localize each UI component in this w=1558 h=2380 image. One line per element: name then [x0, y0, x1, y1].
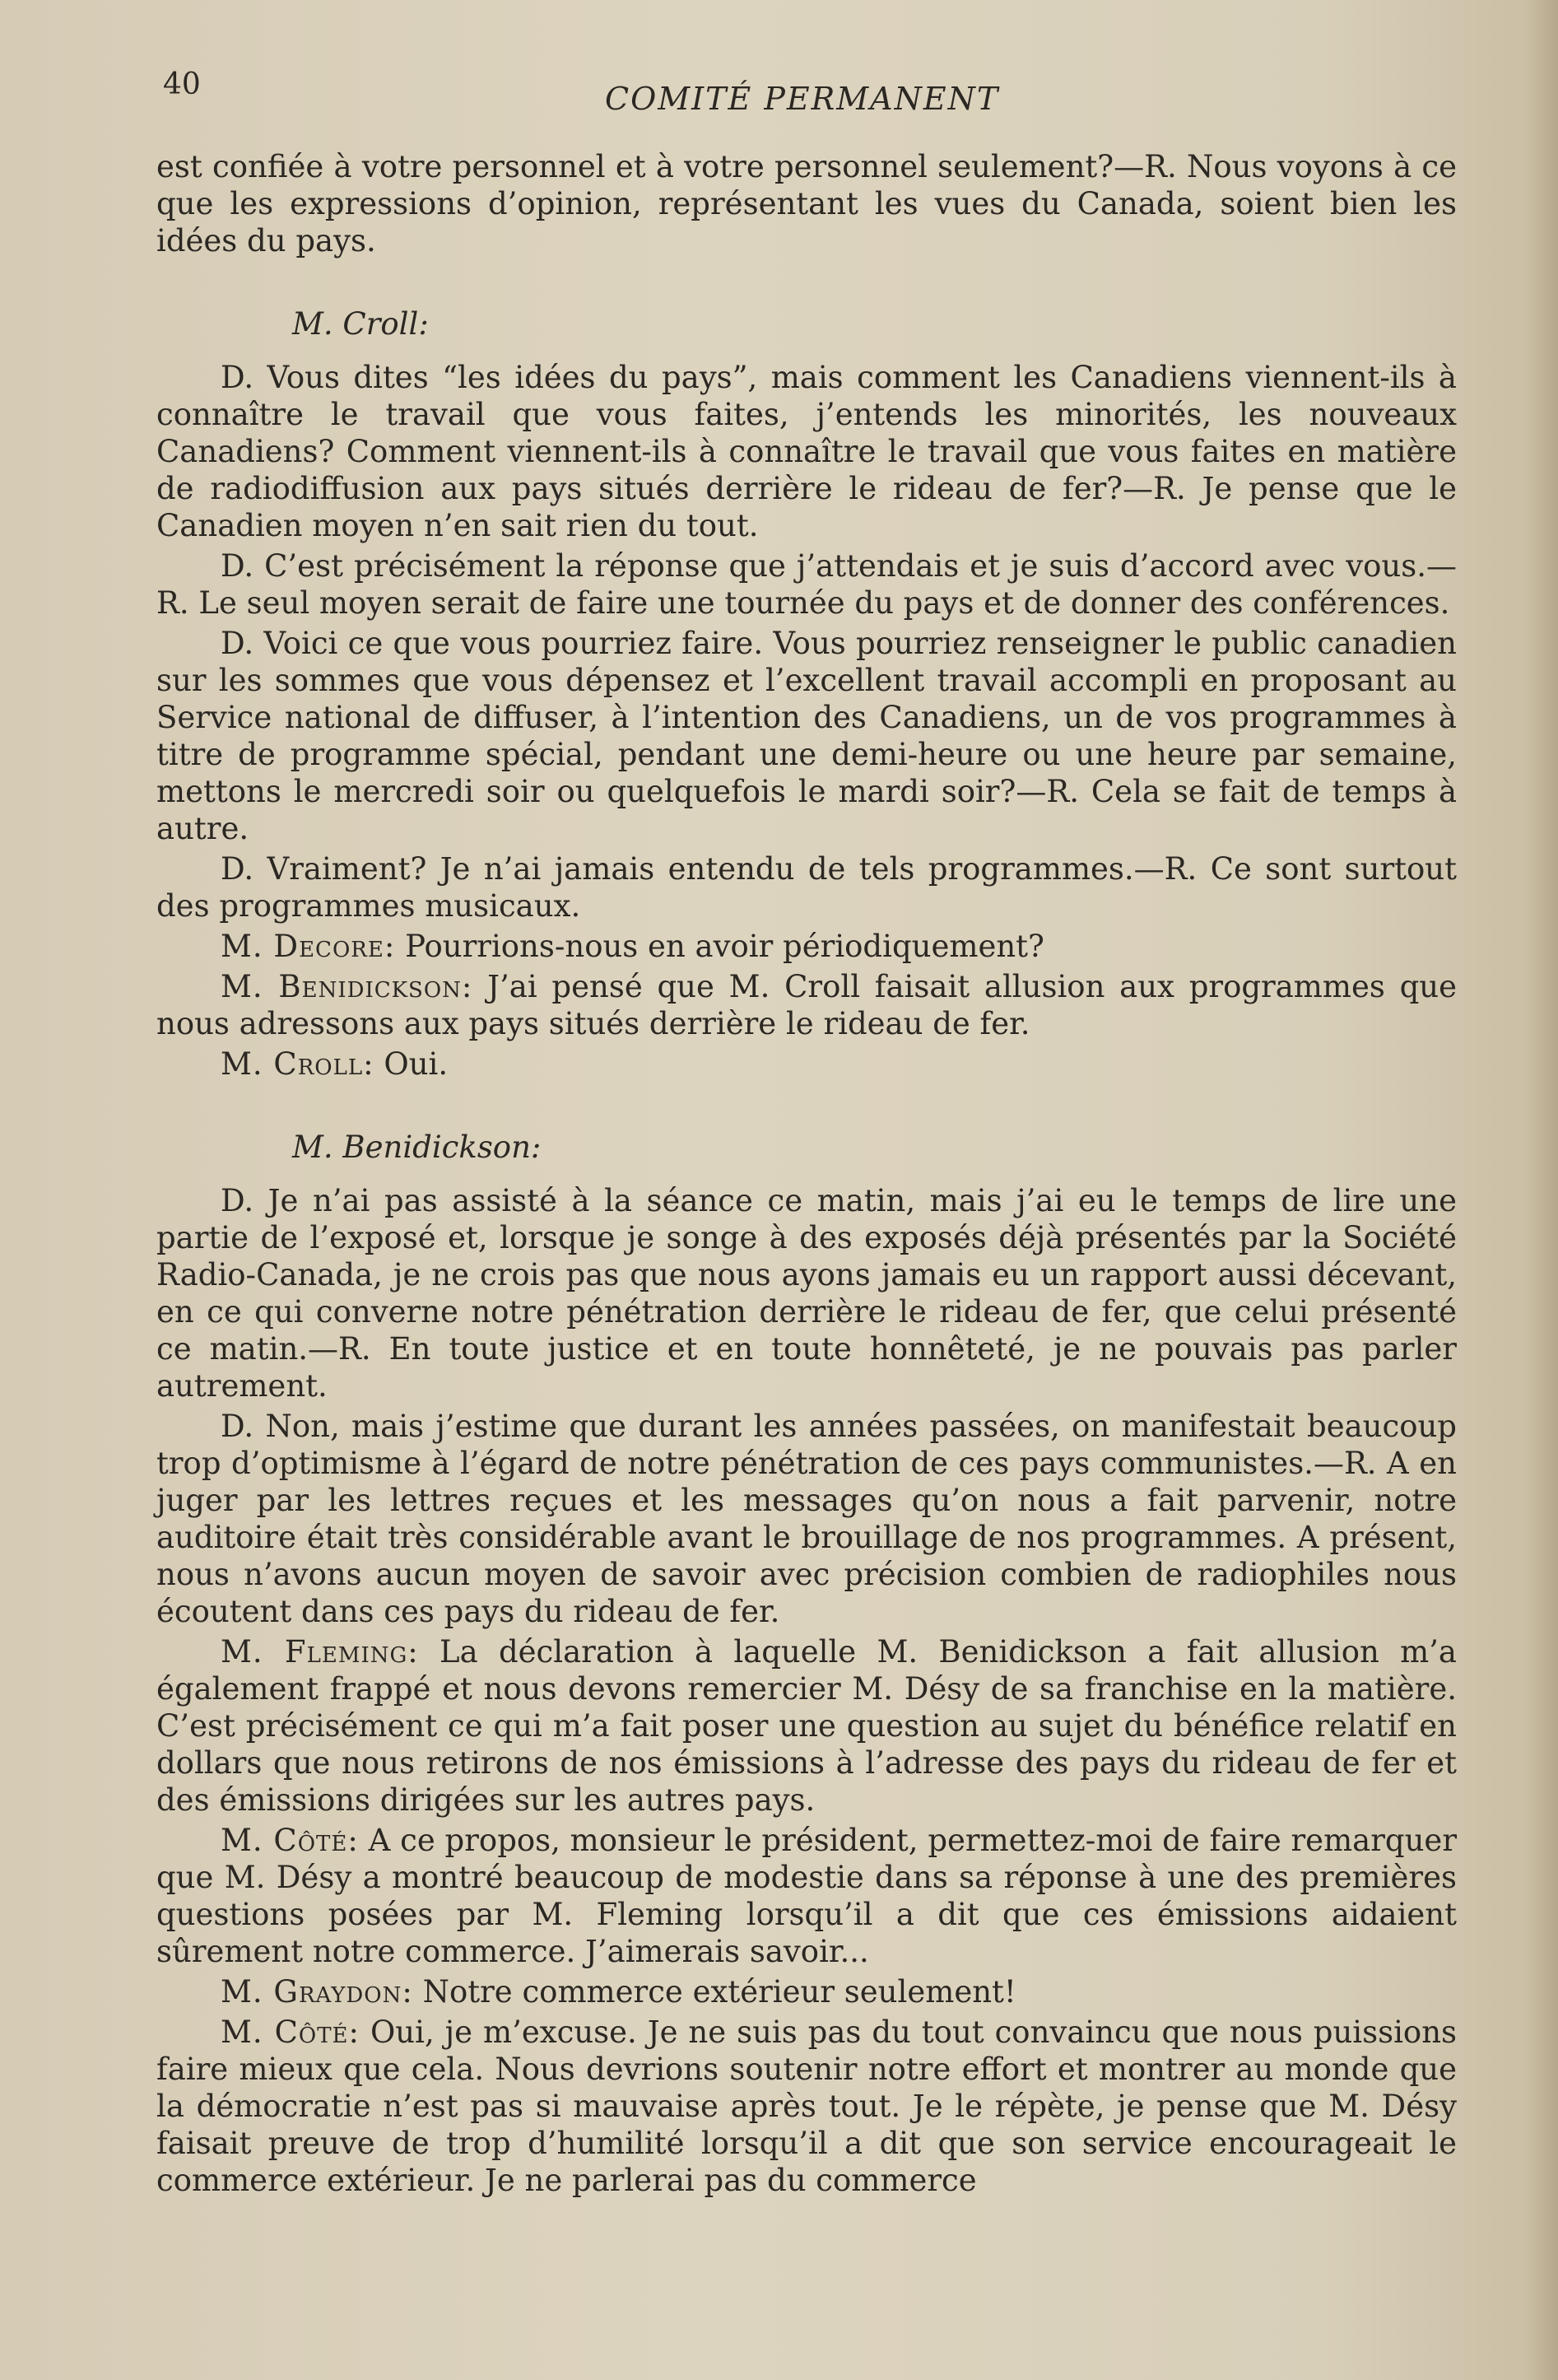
- document-body: [156, 148, 1457, 2202]
- paragraph: D. Non, mais j’estime que durant les années passées, on manifestait beaucoup trop d’optimisme à l’égard de notre pénétration de ces pays communistes.—R. A en juger par les lettres reçues et les messages qu’on nous a fait parvenir, notre auditoire était très considérable avant le brouillage de nos programmes. A présent, nous n’avons aucun moyen de savoir avec précision combien de radiophiles nous écoutent dans ces pays du rideau de fer.: [156, 1409, 1457, 1629]
- paragraph: D. Vraiment? Je n’ai jamais entendu de tels programmes.—R. Ce sont surtout des programmes musicaux.: [156, 851, 1457, 924]
- speaker-heading: M. Croll:: [292, 306, 429, 342]
- speaker-name: M. Benidickson:: [221, 969, 473, 1004]
- speech-text: Oui, je m’excuse. Je ne suis pas du tout convaincu que nous puissions faire mieux que cela. Nous devrions soutenir notre effort et montrer au monde que la démocratie n’est pas si mauvaise après tout. Je le répète, je pense que M. Désy faisait preuve de trop d’humilité lorsqu’il a dit que son service encourageait le commerce extérieur. Je ne parlerai pas du commerce: [156, 2014, 1458, 2198]
- paragraph: D. Je n’ai pas assisté à la séance ce matin, mais j’ai eu le temps de lire une partie de l’exposé et, lorsque je songe à des exposés déjà présentés par la Société Radio-Canada, je ne crois pas que nous ayons jamais eu un rapport aussi décevant, en ce qui converne notre pénétration derrière le rideau de fer, que celui présenté ce matin.—R. En toute justice et en toute honnêteté, je ne pouvais pas parler autrement.: [156, 1183, 1457, 1404]
- page-number: 40: [163, 68, 201, 101]
- speech-text: La déclaration à laquelle M. Benidickson a fait allusion m’a également frappé et nous devons remercier M. Désy de sa franchise en la matière. C’est précisément ce qui m’a fait poser une question au sujet du bénéfice relatif en dollars que nous retirons de nos émissions à l’adresse des pays du rideau de fer et des émissions dirigées sur les autres pays.: [156, 1634, 1457, 1818]
- speech-text: A ce propos, monsieur le président, permettez-moi de faire remarquer que M. Désy a montré beaucoup de modestie dans sa réponse à une des premières questions posées par M. Fleming lorsqu’il a dit que ces émissions aidaient sûrement notre commerce. J’aimerais savoir...: [156, 1823, 1458, 1969]
- speech-text: J’ai pensé que M. Croll faisait allusion aux programmes que nous adressons aux pays situés derrière le rideau de fer.: [156, 969, 1458, 1041]
- paragraph: D. Vous dites “les idées du pays”, mais comment les Canadiens viennent-ils à connaître le travail que vous faites, j’entends les minorités, les nouveaux Canadiens? Comment viennent-ils à connaître le travail que vous faites en matière de radiodiffusion aux pays situés derrière le rideau de fer?—R. Je pense que le Canadien moyen n’en sait rien du tout.: [156, 360, 1457, 543]
- paragraph: D. Voici ce que vous pourriez faire. Vous pourriez renseigner le public canadien sur les sommes que vous dépensez et l’excellent travail accompli en proposant au Service national de diffuser, à l’intention des Canadiens, un de vos programmes à titre de programme spécial, pendant une demi-heure ou une heure par semaine, mettons le mercredi soir ou quelquefois le mardi soir?—R. Cela se fait de temps à autre.: [156, 626, 1457, 846]
- speaker-name: M. Decore:: [221, 929, 396, 964]
- paragraph: [156, 968, 1457, 1042]
- speech-text: Oui.: [384, 1046, 449, 1082]
- paragraph: [156, 2014, 1457, 2199]
- speaker-name: M. Croll:: [221, 1046, 374, 1082]
- paragraph: [156, 1633, 1457, 1819]
- speaker-name: M. Côté:: [221, 2014, 360, 2050]
- paragraph: D. C’est précisément la réponse que j’attendais et je suis d’accord avec vous.—R. Le seul moyen serait de faire une tournée du pays et de donner des conférences.: [156, 548, 1457, 621]
- paragraph: [156, 1822, 1457, 1970]
- page-edge-shadow: [1525, 0, 1558, 2380]
- paragraph: [156, 1973, 1457, 2010]
- speaker-name: M. Graydon:: [221, 1974, 413, 2010]
- speech-text: Pourrions-nous en avoir périodiquement?: [405, 929, 1044, 964]
- paragraph: [156, 928, 1457, 965]
- running-title: COMITÉ PERMANENT: [605, 81, 1000, 117]
- speech-text: Notre commerce extérieur seulement!: [422, 1974, 1016, 2010]
- paragraph: est confiée à votre personnel et à votre personnel seulement?—R. Nous voyons à ce que les expressions d’opinion, représentant les vues du Canada, soient bien les idées du pays.: [156, 149, 1457, 258]
- speaker-heading: M. Benidickson:: [292, 1129, 542, 1165]
- paragraph: [156, 1046, 1457, 1083]
- speaker-name: M. Fleming:: [221, 1634, 419, 1670]
- speaker-name: M. Côté:: [221, 1823, 359, 1858]
